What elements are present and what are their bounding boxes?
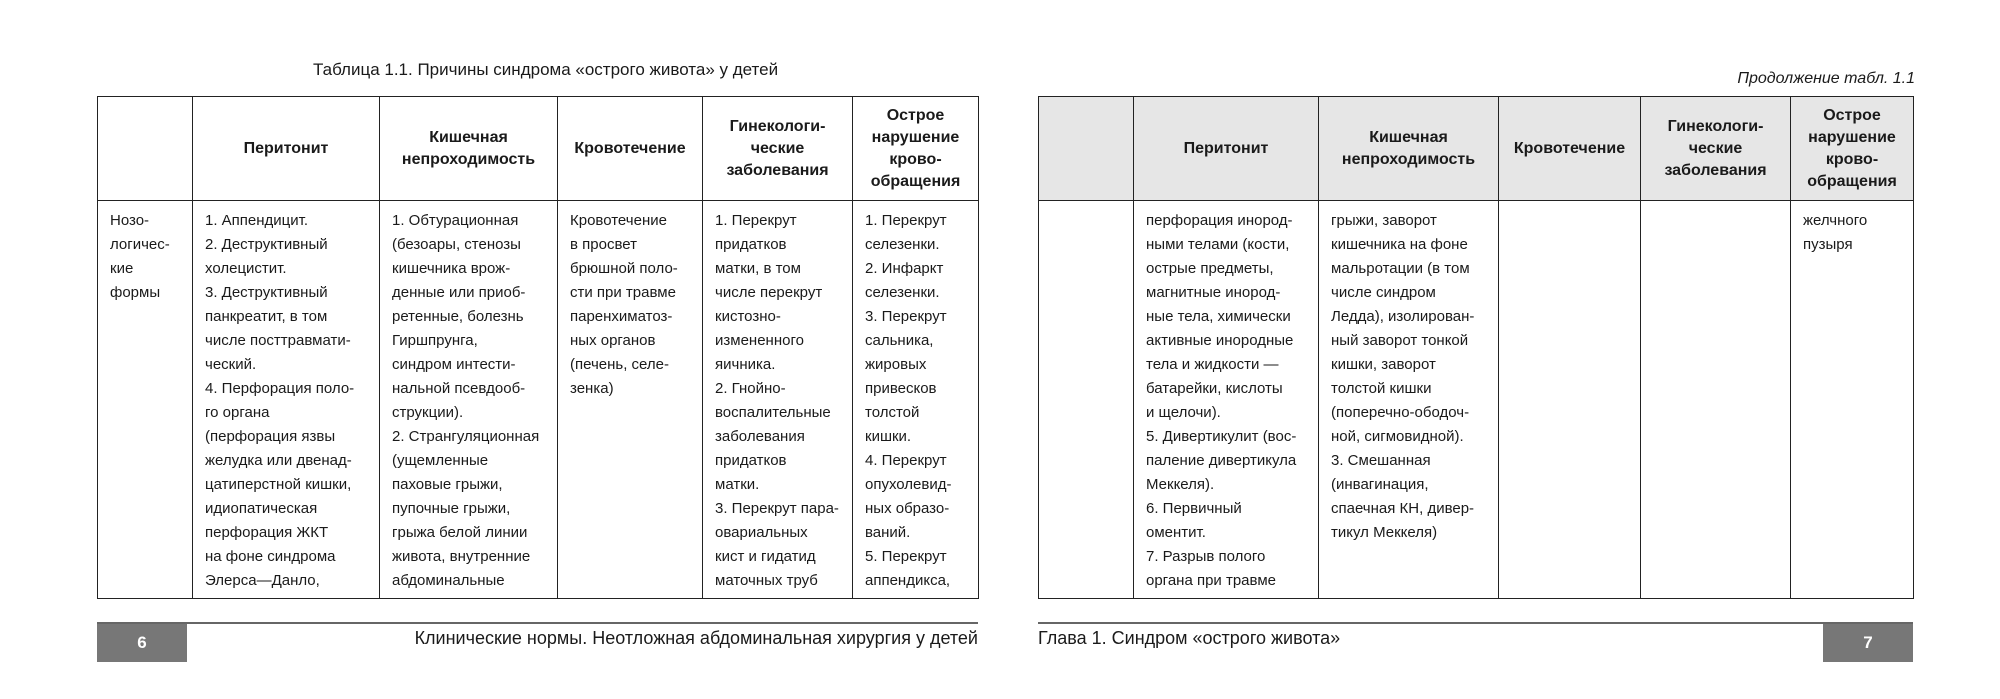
header-bleeding: Кровотечение xyxy=(558,97,703,201)
header-peritonitis: Перитонит xyxy=(193,97,380,201)
running-head: Глава 1. Синдром «острого живота» xyxy=(1038,628,1341,648)
page-footer xyxy=(97,622,978,664)
cell-peritonitis: 1. Аппендицит. 2. Деструктивный холецистит. 3. Деструктивный панкреатит, в том числе посттравмати- ческий. 4. Перфорация поло- го органа (перфорация язвы желудка или двенад- цатиперстной кишки, идиопатическая перфорация ЖКТ на фоне синдрома Элерса—Данло, xyxy=(193,201,380,599)
cell-intestinal-obstruction: грыжи, заворот кишечника на фоне мальротации (в том числе синдром Ледда), изолирован- ный заворот тонкой кишки, заворот толстой кишки (поперечно-ободоч- ной, сигмовидной). 3. Смешанная (инвагинация, спаечная КН, дивер- тикул Меккеля) xyxy=(1319,201,1499,599)
header-intestinal-obstruction: Кишечная непроходимость xyxy=(1319,97,1499,201)
header-circulatory: Острое нарушение крово- обращения xyxy=(853,97,979,201)
cell-circulatory: 1. Перекрут селезенки. 2. Инфаркт селезенки. 3. Перекрут сальника, жировых привесков толстой кишки. 4. Перекрут опухолевид- ных образо- ваний. 5. Перекрут аппендикса, xyxy=(853,201,979,599)
header-bleeding: Кровотечение xyxy=(1499,97,1641,201)
page-number: 7 xyxy=(1823,624,1913,662)
header-gynecological: Гинекологи- ческие заболевания xyxy=(1641,97,1791,201)
page-number: 6 xyxy=(97,624,187,662)
header-circulatory: Острое нарушение крово- обращения xyxy=(1791,97,1914,201)
causes-table xyxy=(97,96,979,599)
header-peritonitis: Перитонит xyxy=(1134,97,1319,201)
causes-table-continued xyxy=(1038,96,1914,599)
running-head: Клинические нормы. Неотложная абдоминальная хирургия у детей xyxy=(414,628,978,648)
row-label xyxy=(1039,201,1134,599)
cell-bleeding xyxy=(1499,201,1641,599)
cell-gynecological xyxy=(1641,201,1791,599)
header-gynecological: Гинекологи- ческие заболевания xyxy=(703,97,853,201)
cell-gynecological: 1. Перекрут придатков матки, в том числе перекрут кистозно- измененного яичника. 2. Гнойно- воспалительные заболевания придатков матки. 3. Перекрут пара- овариальных кист и гидатид маточных труб xyxy=(703,201,853,599)
table-row xyxy=(1039,201,1914,599)
header-corner xyxy=(98,97,193,201)
right-page xyxy=(1000,0,2000,699)
continuation-note: Продолжение табл. 1.1 xyxy=(1737,70,1915,87)
table-header-row xyxy=(98,97,979,201)
header-corner xyxy=(1039,97,1134,201)
header-intestinal-obstruction: Кишечная непроходимость xyxy=(380,97,558,201)
row-label: Нозо- логичес- кие формы xyxy=(98,201,193,599)
table-row xyxy=(98,201,979,599)
cell-circulatory: желчного пузыря xyxy=(1791,201,1914,599)
page-footer xyxy=(1038,622,1913,664)
table-caption: Таблица 1.1. Причины синдрома «острого живота» у детей xyxy=(313,60,779,79)
cell-peritonitis: перфорация инород- ными телами (кости, острые предметы, магнитные инород- ные тела, химически активные инородные тела и жидкости — батарейки, кислоты и щелочи). 5. Дивертикулит (вос- паление дивертикула Меккеля). 6. Первичный оментит. 7. Разрыв полого органа при травме xyxy=(1134,201,1319,599)
table-header-row xyxy=(1039,97,1914,201)
cell-intestinal-obstruction: 1. Обтурационная (безоары, стенозы кишечника врож- денные или приоб- ретенные, болезнь Гиршпрунга, синдром интести- нальной псевдооб- струкции). 2. Странгуляционная (ущемленные паховые грыжи, пупочные грыжи, грыжа белой линии живота, внутренние абдоминальные xyxy=(380,201,558,599)
cell-bleeding: Кровотечение в просвет брюшной поло- сти при травме паренхиматоз- ных органов (печень, селе- зенка) xyxy=(558,201,703,599)
